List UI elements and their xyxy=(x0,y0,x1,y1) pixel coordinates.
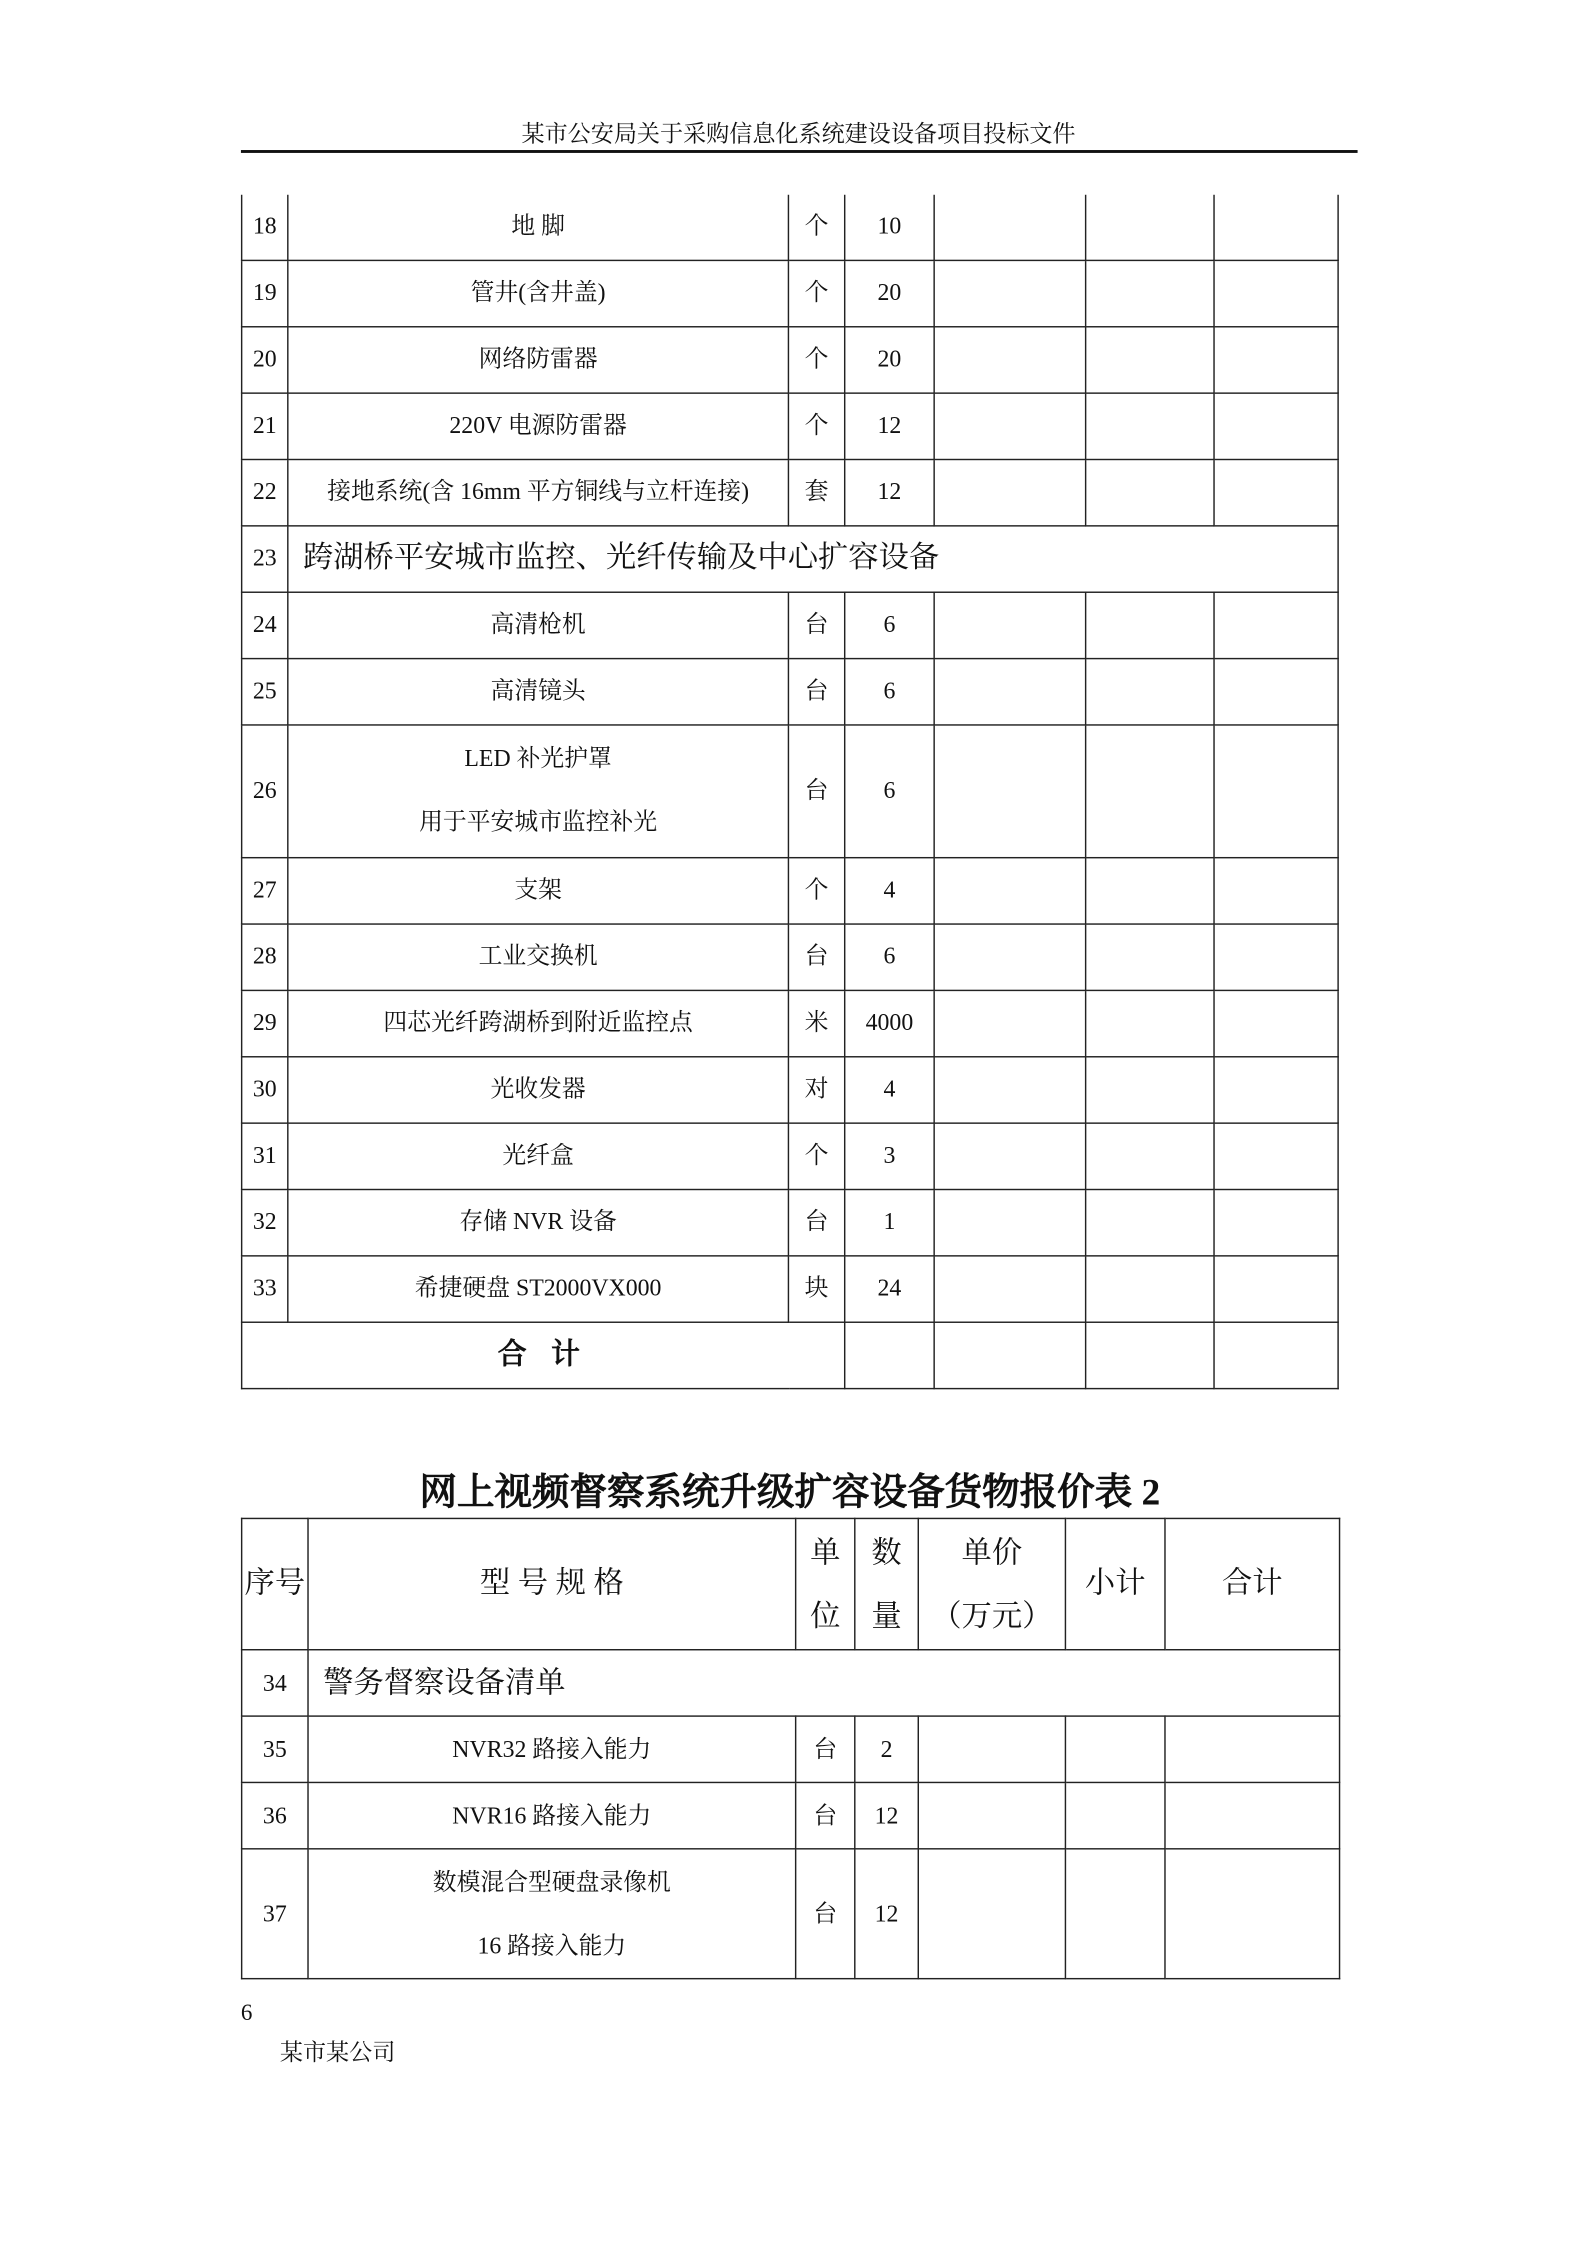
item-unit: 台 xyxy=(788,592,844,658)
header-price xyxy=(918,1518,1065,1649)
table-row xyxy=(242,1782,1340,1848)
item-name: NVR16 路接入能力 xyxy=(308,1782,796,1848)
table-row xyxy=(242,923,1338,989)
item-quantity: 4 xyxy=(845,1056,934,1122)
row-number: 27 xyxy=(242,857,288,923)
item-name: 存储 NVR 设备 xyxy=(288,1189,789,1255)
row-number: 31 xyxy=(242,1122,288,1188)
total-cell xyxy=(1214,857,1338,923)
item-quantity: 10 xyxy=(845,195,934,260)
table-row xyxy=(242,1056,1338,1122)
row-number: 22 xyxy=(242,459,288,525)
item-unit: 台 xyxy=(796,1716,855,1782)
row-number: 34 xyxy=(242,1650,308,1716)
section-heading: 跨湖桥平安城市监控、光纤传输及中心扩容设备 xyxy=(288,525,1338,591)
unit-price-cell xyxy=(918,1782,1065,1848)
unit-price-cell xyxy=(934,195,1085,260)
table-row xyxy=(242,1650,1340,1716)
table-2-title: 网上视频督察系统升级扩容设备货物报价表 2 xyxy=(419,1471,1161,1514)
item-quantity: 24 xyxy=(845,1255,934,1321)
item-quantity: 1 xyxy=(845,1189,934,1255)
row-number: 23 xyxy=(242,525,288,591)
unit-price-cell xyxy=(934,1322,1085,1388)
table-row xyxy=(242,260,1338,326)
item-quantity: 20 xyxy=(845,260,934,326)
header-spec: 型 号 规 格 xyxy=(308,1518,796,1649)
item-name: 高清镜头 xyxy=(288,658,789,724)
item-unit: 个 xyxy=(788,1122,844,1188)
total-row xyxy=(242,1322,1338,1388)
item-unit: 台 xyxy=(788,1189,844,1255)
table-row xyxy=(242,1122,1338,1188)
section-heading: 警务督察设备清单 xyxy=(308,1650,1340,1716)
unit-price-cell xyxy=(934,923,1085,989)
row-number: 24 xyxy=(242,592,288,658)
total-cell xyxy=(1214,1189,1338,1255)
subtotal-cell xyxy=(1086,1255,1214,1321)
unit-price-cell xyxy=(934,990,1085,1056)
item-quantity: 6 xyxy=(845,592,934,658)
item-name: 地 脚 xyxy=(288,195,789,260)
total-cell xyxy=(1214,724,1338,857)
row-number: 32 xyxy=(242,1189,288,1255)
table-row xyxy=(242,525,1338,591)
table-row xyxy=(242,459,1338,525)
total-cell xyxy=(1214,658,1338,724)
header-qty-line1: 数 xyxy=(871,1535,902,1570)
header-unit-line1: 单 xyxy=(810,1535,841,1570)
item-name: 希捷硬盘 ST2000VX000 xyxy=(288,1255,789,1321)
item-quantity: 4000 xyxy=(845,990,934,1056)
subtotal-cell xyxy=(1086,724,1214,857)
item-quantity: 6 xyxy=(845,658,934,724)
item-name: 管井(含井盖) xyxy=(288,260,789,326)
item-unit: 米 xyxy=(788,990,844,1056)
total-cell xyxy=(1214,1255,1338,1321)
item-quantity: 12 xyxy=(855,1849,918,1979)
unit-price-cell xyxy=(918,1849,1065,1979)
header-unit xyxy=(796,1518,855,1649)
unit-price-cell xyxy=(934,592,1085,658)
company-name: 某市某公司 xyxy=(279,2041,396,2066)
item-unit: 台 xyxy=(788,658,844,724)
row-number: 19 xyxy=(242,260,288,326)
subtotal-cell xyxy=(1086,1056,1214,1122)
item-name-line2: 16 路接入能力 xyxy=(477,1931,627,1959)
item-name: 220V 电源防雷器 xyxy=(288,392,789,458)
unit-price-cell xyxy=(918,1716,1065,1782)
subtotal-cell xyxy=(1065,1716,1165,1782)
item-quantity: 2 xyxy=(855,1716,918,1782)
unit-price-cell xyxy=(934,260,1085,326)
quote-table-2 xyxy=(241,1518,1340,1980)
subtotal-cell xyxy=(1065,1782,1165,1848)
row-number: 21 xyxy=(242,392,288,458)
total-cell xyxy=(1165,1716,1340,1782)
row-number: 26 xyxy=(242,724,288,857)
unit-price-cell xyxy=(934,392,1085,458)
item-name: 支架 xyxy=(288,857,789,923)
item-name: 高清枪机 xyxy=(288,592,789,658)
total-cell xyxy=(1214,592,1338,658)
subtotal-cell xyxy=(1086,1322,1214,1388)
item-name xyxy=(308,1849,796,1979)
total-cell xyxy=(1214,1322,1338,1388)
row-number: 20 xyxy=(242,326,288,392)
total-cell xyxy=(1214,1056,1338,1122)
item-unit: 台 xyxy=(796,1849,855,1979)
item-name: 接地系统(含 16mm 平方铜线与立杆连接) xyxy=(288,459,789,525)
item-unit: 台 xyxy=(788,724,844,857)
total-cell xyxy=(1214,260,1338,326)
table-row xyxy=(242,326,1338,392)
item-name: 光收发器 xyxy=(288,1056,789,1122)
total-cell xyxy=(1214,459,1338,525)
page-header-title: 某市公安局关于采购信息化系统建设设备项目投标文件 xyxy=(521,122,1076,148)
item-unit: 对 xyxy=(788,1056,844,1122)
table-row xyxy=(242,724,1338,857)
item-unit: 个 xyxy=(788,857,844,923)
row-number: 36 xyxy=(242,1782,308,1848)
subtotal-cell xyxy=(1086,990,1214,1056)
item-name: 工业交换机 xyxy=(288,923,789,989)
item-quantity: 12 xyxy=(845,459,934,525)
item-quantity: 20 xyxy=(845,326,934,392)
item-quantity: 4 xyxy=(845,857,934,923)
table-row xyxy=(242,658,1338,724)
item-unit: 块 xyxy=(788,1255,844,1321)
unit-price-cell xyxy=(934,1189,1085,1255)
subtotal-cell xyxy=(1086,857,1214,923)
subtotal-cell xyxy=(1086,592,1214,658)
table-header-row xyxy=(242,1518,1340,1649)
item-quantity: 12 xyxy=(845,392,934,458)
subtotal-cell xyxy=(1065,1849,1165,1979)
header-no: 序号 xyxy=(242,1518,308,1649)
row-number: 30 xyxy=(242,1056,288,1122)
table-row xyxy=(242,195,1338,260)
total-cell xyxy=(1214,923,1338,989)
table-row xyxy=(242,1716,1340,1782)
table-row xyxy=(242,990,1338,1056)
item-name xyxy=(288,724,789,857)
subtotal-cell xyxy=(1086,923,1214,989)
subtotal-cell xyxy=(1086,326,1214,392)
row-number: 35 xyxy=(242,1716,308,1782)
page-number: 6 xyxy=(240,2001,253,2026)
subtotal-cell xyxy=(1086,392,1214,458)
unit-price-cell xyxy=(934,1056,1085,1122)
header-subtotal: 小计 xyxy=(1065,1518,1165,1649)
quote-table-1 xyxy=(241,195,1339,1389)
item-name-line1: 数模混合型硬盘录像机 xyxy=(432,1867,671,1895)
item-name: 网络防雷器 xyxy=(288,326,789,392)
row-number: 25 xyxy=(242,658,288,724)
unit-price-cell xyxy=(934,857,1085,923)
unit-price-cell xyxy=(934,1122,1085,1188)
subtotal-cell xyxy=(1086,459,1214,525)
item-quantity: 6 xyxy=(845,724,934,857)
unit-price-cell xyxy=(934,724,1085,857)
subtotal-cell xyxy=(1086,658,1214,724)
row-number: 29 xyxy=(242,990,288,1056)
total-cell xyxy=(1214,195,1338,260)
item-unit: 个 xyxy=(788,326,844,392)
item-name: 四芯光纤跨湖桥到附近监控点 xyxy=(288,990,789,1056)
header-unit-line2: 位 xyxy=(810,1598,841,1634)
subtotal-cell xyxy=(1086,195,1214,260)
subtotal-cell xyxy=(1086,260,1214,326)
item-unit: 套 xyxy=(788,459,844,525)
row-number: 18 xyxy=(242,195,288,260)
item-name: NVR32 路接入能力 xyxy=(308,1716,796,1782)
header-price-line1: 单价 xyxy=(961,1535,1023,1570)
quantity-cell xyxy=(845,1322,934,1388)
table-row xyxy=(242,592,1338,658)
subtotal-cell xyxy=(1086,1189,1214,1255)
table-row xyxy=(242,1849,1340,1979)
header-qty xyxy=(855,1518,918,1649)
total-label: 合 计 xyxy=(242,1322,845,1388)
unit-price-cell xyxy=(934,459,1085,525)
item-name: 光纤盒 xyxy=(288,1122,789,1188)
unit-price-cell xyxy=(934,658,1085,724)
header-total: 合计 xyxy=(1165,1518,1340,1649)
item-quantity: 3 xyxy=(845,1122,934,1188)
total-cell xyxy=(1165,1782,1340,1848)
header-divider xyxy=(241,150,1358,153)
item-unit: 个 xyxy=(788,392,844,458)
unit-price-cell xyxy=(934,1255,1085,1321)
item-quantity: 6 xyxy=(845,923,934,989)
item-unit: 台 xyxy=(788,923,844,989)
table-row xyxy=(242,1189,1338,1255)
row-number: 28 xyxy=(242,923,288,989)
table-row xyxy=(242,1255,1338,1321)
total-cell xyxy=(1214,392,1338,458)
header-qty-line2: 量 xyxy=(871,1598,902,1634)
row-number: 37 xyxy=(242,1849,308,1979)
subtotal-cell xyxy=(1086,1122,1214,1188)
header-price-line2: （万元） xyxy=(931,1598,1053,1634)
item-quantity: 12 xyxy=(855,1782,918,1848)
item-unit: 个 xyxy=(788,260,844,326)
total-cell xyxy=(1214,326,1338,392)
total-cell xyxy=(1165,1849,1340,1979)
unit-price-cell xyxy=(934,326,1085,392)
total-cell xyxy=(1214,1122,1338,1188)
item-unit: 台 xyxy=(796,1782,855,1848)
row-number: 33 xyxy=(242,1255,288,1321)
total-cell xyxy=(1214,990,1338,1056)
item-name-line2: 用于平安城市监控补光 xyxy=(419,807,658,836)
table-row xyxy=(242,392,1338,458)
item-name-line1: LED 补光护罩 xyxy=(464,744,612,772)
table-row xyxy=(242,857,1338,923)
item-unit: 个 xyxy=(788,195,844,260)
